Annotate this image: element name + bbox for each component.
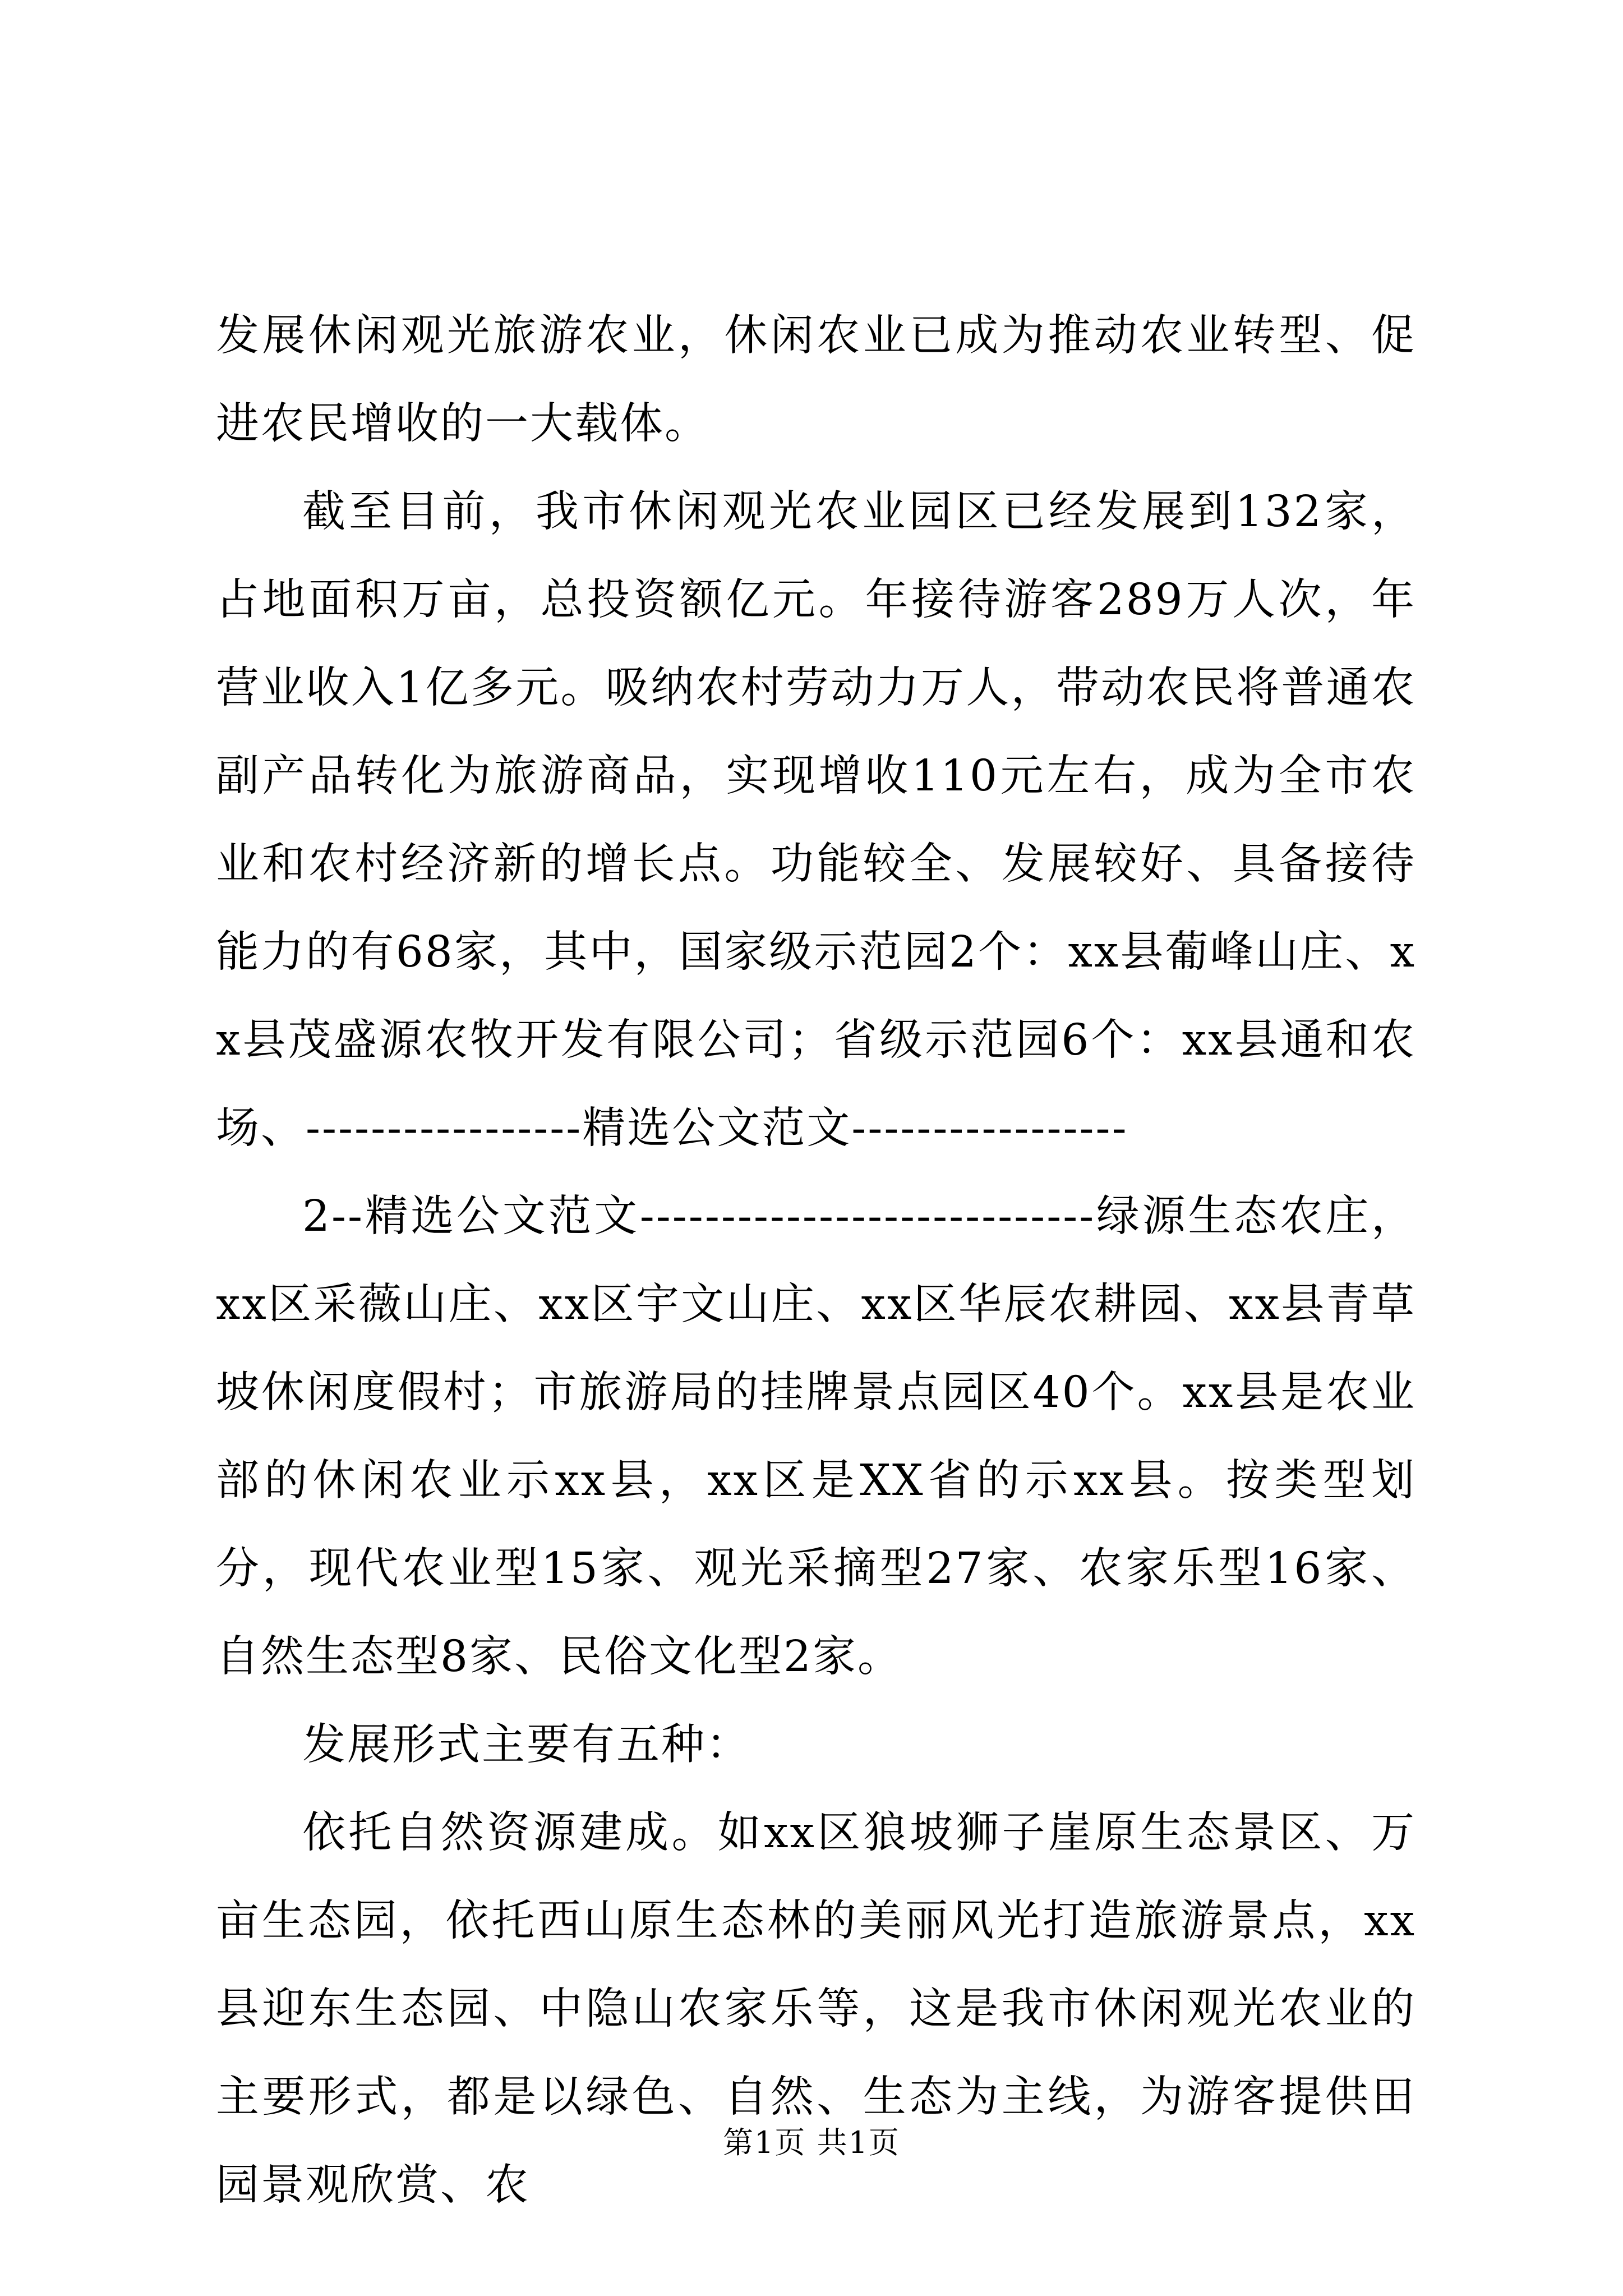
page-footer: 第1页 共1页 [723, 2125, 900, 2160]
paragraph-4: 发展形式主要有五种： [302, 1720, 751, 1770]
paragraph-3: 2--精选公文范文----------------------------绿源生态农庄，xx区采薇山庄、xx区宇文山庄、xx区华辰农耕园、xx县青草坡休闲度假村；市旅游局的挂牌景点园区40个。xx县是农业部的休闲农业示xx县，xx区是XX省的示xx县。按类型划分，现代农业型15家、观光采摘型27家、农家乐型16家、自然生态型8家、民俗文化型2家。 [216, 1191, 1416, 1682]
document-body [216, 292, 1416, 2229]
paragraph-1: 发展休闲观光旅游农业，休闲农业已成为推动农业转型、促进农民增收的一大载体。 [216, 311, 1416, 449]
paragraph-2: 截至目前，我市休闲观光农业园区已经发展到132家，占地面积万亩，总投资额亿元。年接待游客289万人次，年营业收入1亿多元。吸纳农村劳动力万人，带动农民将普通农副产品转化为旅游商品，实现增收110元左右，成为全市农业和农村经济新的增长点。功能较全、发展较好、具备接待能力的有68家，其中，国家级示范园2个：xx县葡峰山庄、xx县茂盛源农牧开发有限公司；省级示范园6个：xx县通和农场、-----------------精选公文范文----------------- [216, 487, 1416, 1153]
paragraph-5: 依托自然资源建成。如xx区狼坡狮子崖原生态景区、万亩生态园，依托西山原生态林的美丽风光打造旅游景点，xx县迎东生态园、中隐山农家乐等，这是我市休闲观光农业的主要形式，都是以绿色、自然、生态为主线，为游客提供田园景观欣赏、农 [216, 1808, 1416, 2210]
